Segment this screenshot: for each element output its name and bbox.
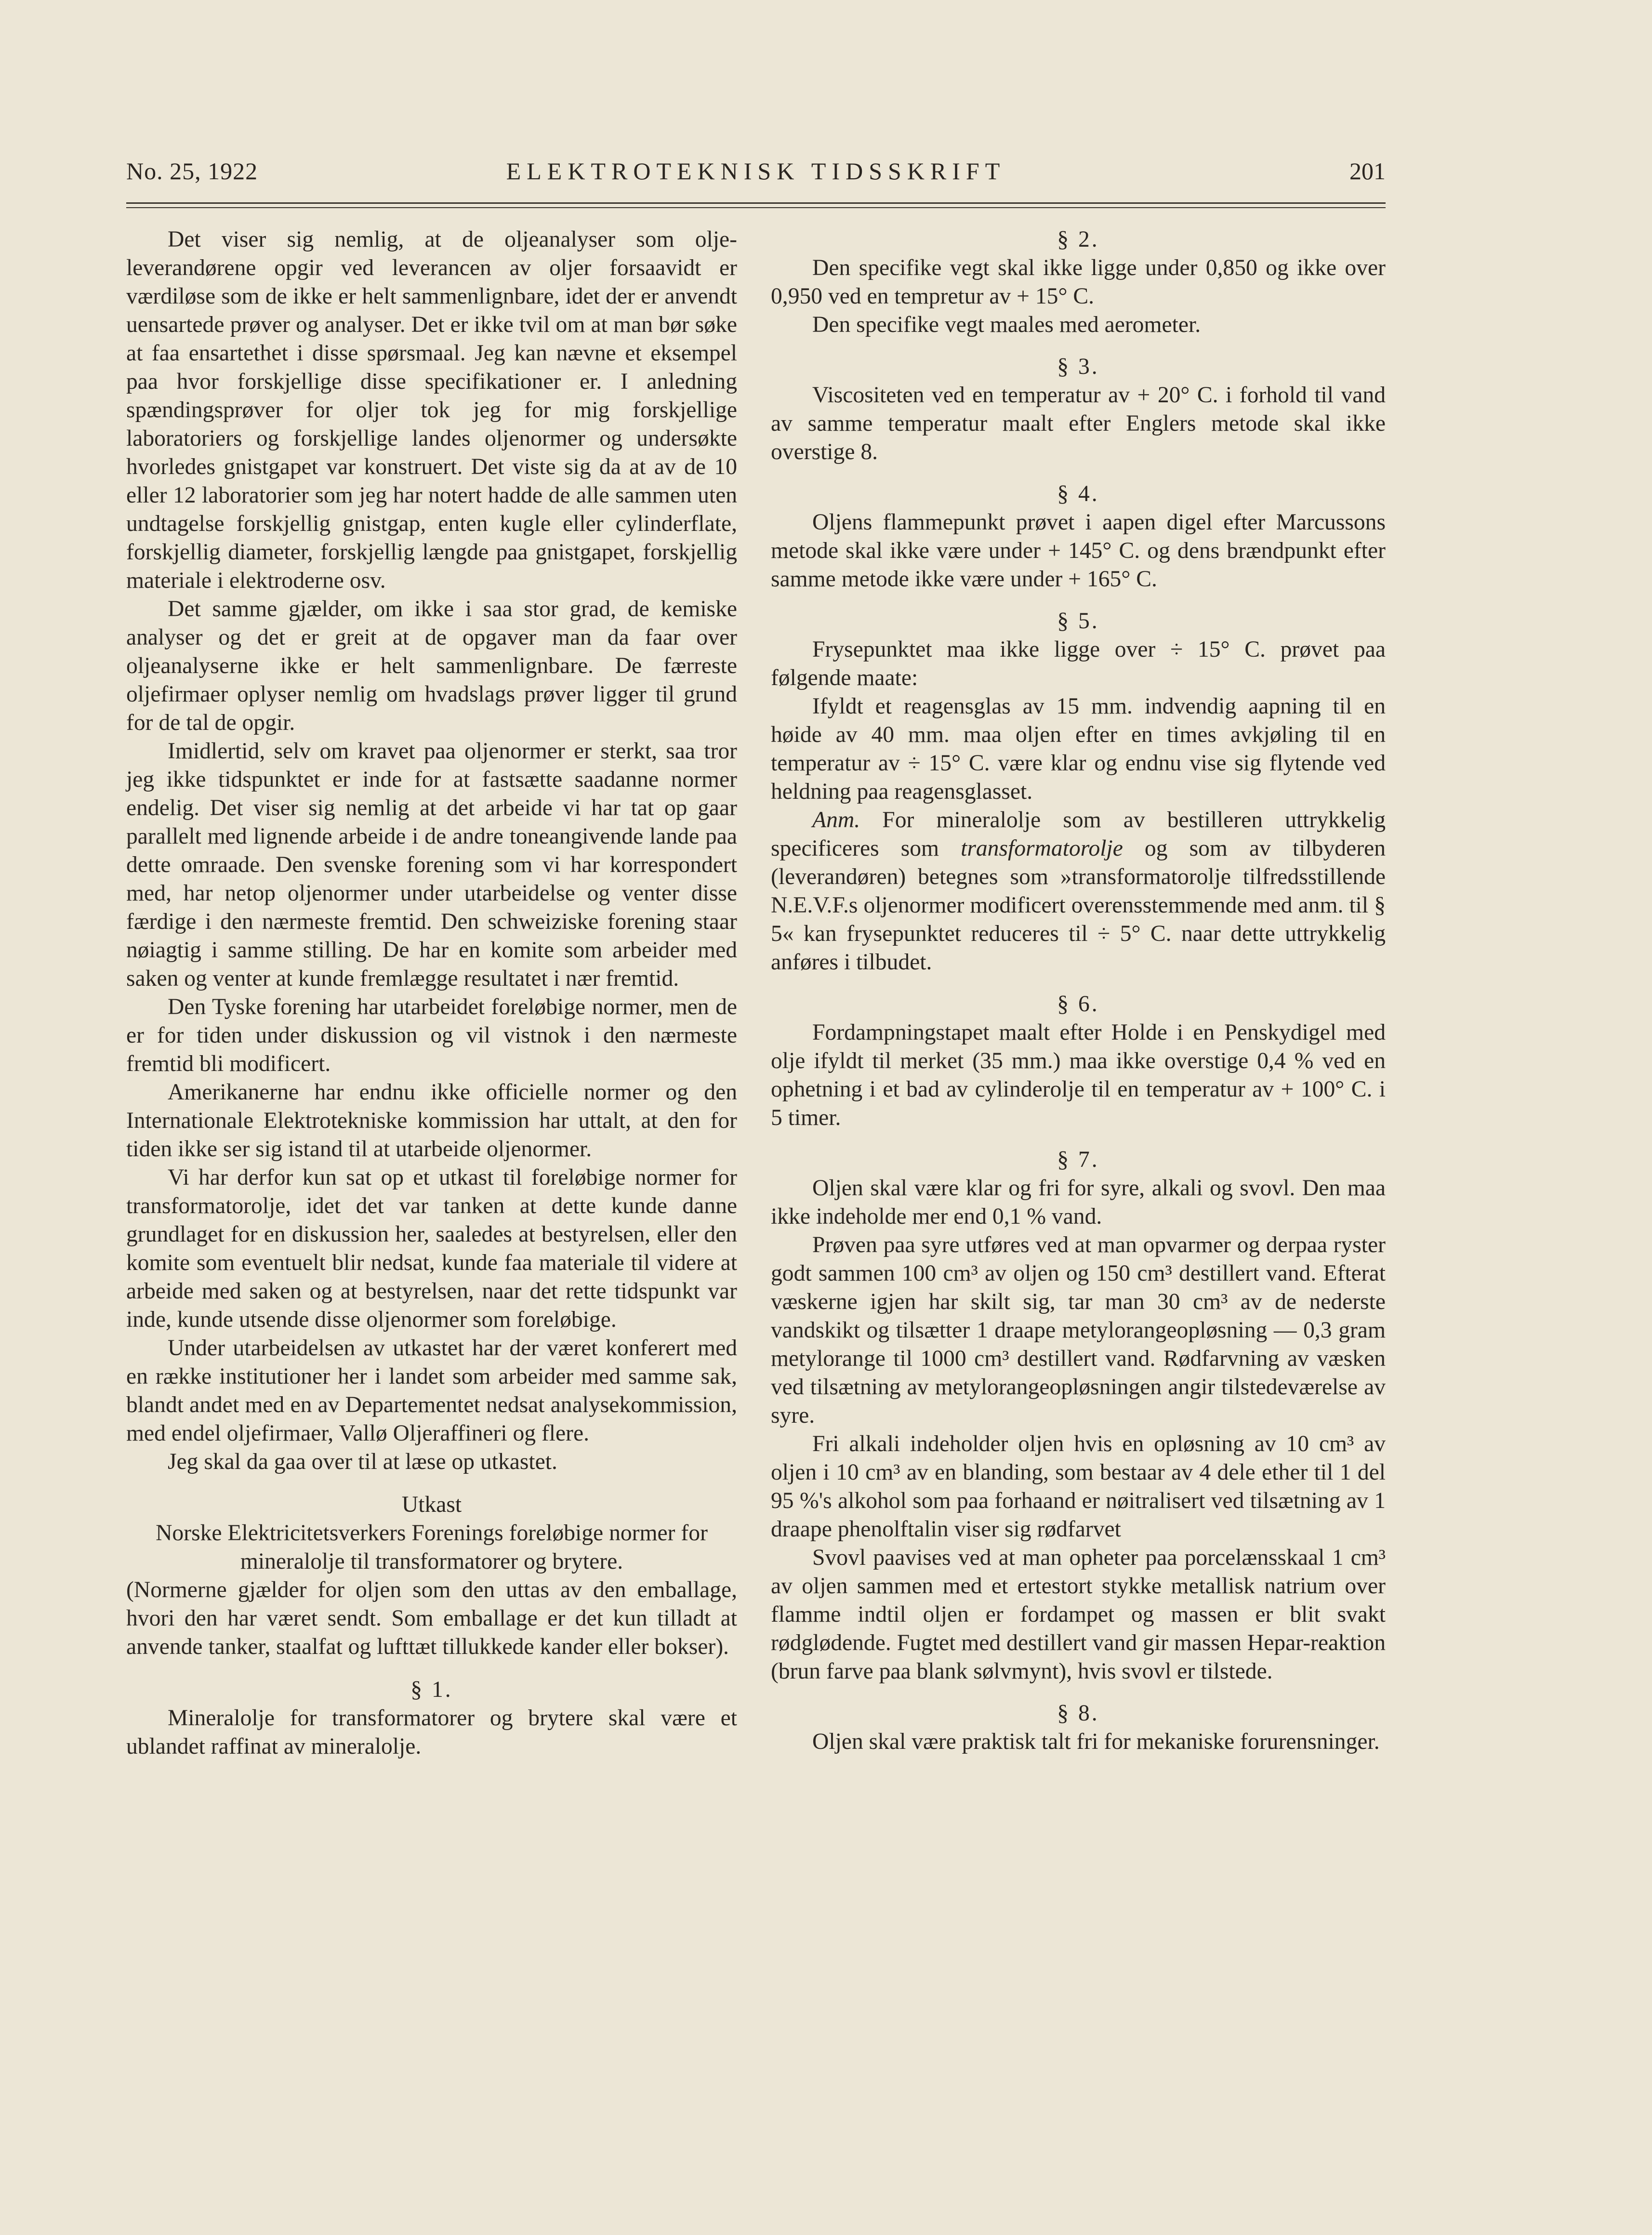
paragraph: Den Tyske forening har utarbeidet foreløbige normer, men de er for tiden under diskussion og vil vistnok i den nærmeste fremtid bli modificert. <box>126 994 737 1076</box>
utkast-subtitle: Norske Elektricitetsverkers Forenings foreløbige normer for mineralolje til transformatorer og brytere. <box>156 1521 708 1574</box>
journal-title: ELEKTROTEKNISK TIDSSKRIFT <box>506 158 1006 185</box>
annotation <box>771 806 1386 977</box>
anm-italic: transformatorolje <box>961 836 1123 861</box>
section-text: Den specifike vegt maales med aerometer. <box>812 312 1201 337</box>
section-text: Frysepunktet maa ikke ligge over ÷ 15° C. prøvet paa følgende maate: <box>771 637 1386 690</box>
issue-label: No. 25, 1922 <box>126 158 258 185</box>
section-heading: § 4. <box>1057 481 1099 506</box>
utkast-title: Utkast <box>401 1492 462 1517</box>
paragraph: Jeg skal da gaa over til at læse op utkastet. <box>168 1449 557 1474</box>
section-text: Fordampningstapet maalt efter Holde i en Penskydigel med olje ifyldt til merket (35 mm.) maa ikke overstige 0,4 % ved en ophetning i et bad av cylinderolje til en temperatur av + 100° C. i 5 timer. <box>771 1020 1386 1130</box>
paragraph: Imidlertid, selv om kravet paa oljenormer er sterkt, saa tror jeg ikke tidspunktet er inde for at fastsætte saadanne normer endelig. Det viser sig nemlig at det arbeide vi har tat op gaar parallelt med lignende arbeide i de andre toneangivende lande paa dette omraade. Den svenske forening som vi har korrespondert med, har netop oljenormer under utarbeidelse og venter disse færdige i den nærmeste fremtid. Den schweiziske forening staar nøiagtig i samme stilling. De har en komite som arbeider med saken og venter at kunde fremlægge resultatet i nær fremtid. <box>126 739 737 991</box>
section-text: Den specifike vegt skal ikke ligge under 0,850 og ikke over 0,950 ved en tempretur av + 15° C. <box>771 255 1386 309</box>
utkast-note: (Normerne gjælder for oljen som den uttas av den emballage, hvori den har været sendt. Som emballage er det kun tilladt at anvende tanker, staalfat og lufttæt tillukkede kander eller bokser). <box>126 1577 737 1659</box>
anm-text: For mineralolje som av bestilleren uttrykkelig specificeres som <box>771 807 1386 861</box>
section-text: Oljen skal være klar og fri for syre, alkali og svovl. Den maa ikke indeholde mer end 0,1 % vand. <box>771 1176 1386 1229</box>
section-text: Oljen skal være praktisk talt fri for mekaniske forurensninger. <box>812 1729 1380 1754</box>
section-text: Viscositeten ved en temperatur av + 20° C. i forhold til vand av samme temperatur maalt efter Englers metode skal ikke overstige 8. <box>771 383 1386 464</box>
header-rule-top <box>126 202 1386 204</box>
anm-text: og som av tilbyderen (leverandøren) betegnes som »transformatorolje tilfredsstillende N.E.V.F.s oljenormer modificert overensstemmende med anm. til § 5« kan frysepunktet reduceres til ÷ 5° C. naar dette uttrykkelig anføres i tilbudet. <box>771 836 1386 975</box>
section-heading: § 3. <box>1057 354 1099 379</box>
section-heading: § 6. <box>1057 992 1099 1017</box>
page-number: 201 <box>1349 158 1386 185</box>
paragraph: Vi har derfor kun sat op et utkast til foreløbige normer for transformatorolje, idet det var tanken at dette kunde danne grundlaget for en diskussion her, saaledes at bestyrelsen, eller den komite som eventuelt blir nedsat, kunde faa materiale til videre at arbeide med saken og at bestyrelsen, naar det rette tidspunkt var inde, kunde utsende disse oljenormer som foreløbige. <box>126 1165 737 1332</box>
left-column <box>126 225 737 1761</box>
section-text: Prøven paa syre utføres ved at man opvarmer og derpaa ryster godt sammen 100 cm³ av oljen og 150 cm³ destillert vand. Efterat væskerne igjen har skilt sig, tar man 30 cm³ av de nederste vandskikt og tilsætter 1 draape metylorangeopløsning — 0,3 gram metylorange til 1000 cm³ destillert vand. Rødfarvning av væsken ved tilsætning av metylorangeopløsningen angir tilstedeværelse av syre. <box>771 1232 1386 1428</box>
section-text: Ifyldt et reagensglas av 15 mm. indvendig aapning til en høide av 40 mm. maa oljen efter en times avkjøling til en temperatur av ÷ 15° C. være klar og endnu vise sig flytende ved heldning paa reagensglasset. <box>771 694 1386 804</box>
anm-label: Anm. <box>812 807 860 833</box>
paragraph: Det viser sig nemlig, at de oljeanalyser som olje-leverandørene opgir ved leverancen av oljer forsaavidt er værdiløse som de ikke er helt sammenlignbare, idet der er anvendt uensartede prøver og analyser. Det er ikke tvil om at man bør søke at faa ensartethet i disse spørsmaal. Jeg kan nævne et eksempel paa hvor forskjellige disse specifikationer er. I anledning spændingsprøver for oljer tok jeg for mig forskjellige laboratoriers og forskjellige landes oljenormer og undersøkte hvorledes gnistgapet var konstruert. Det viste sig da at av de 10 eller 12 laboratorier som jeg har notert hadde de alle sammen uten undtagelse forskjellig gnistgap, enten kugle eller cylinderflate, forskjellig diameter, forskjellig længde paa gnistgapet, forskjellig materiale i elektroderne osv. <box>126 227 737 593</box>
section-text: Svovl paavises ved at man opheter paa porcelænsskaal 1 cm³ av oljen sammen med et ertestort stykke metallisk natrium over flamme indtil oljen er fordampet og massen er blit svakt rødglødende. Fugtet med destillert vand gir massen Hepar-reaktion (brun farve paa blank sølvmynt), hvis svovl er tilstede. <box>771 1545 1386 1684</box>
section-text: Mineralolje for transformatorer og brytere skal være et ublandet raffinat av mineralolje. <box>126 1706 737 1759</box>
section-text: Oljens flammepunkt prøvet i aapen digel efter Marcussons metode skal ikke være under + 145° C. og dens brændpunkt efter samme metode ikke være under + 165° C. <box>771 510 1386 592</box>
section-text: Fri alkali indeholder oljen hvis en opløsning av 10 cm³ av oljen i 10 cm³ av en blanding, som bestaar av 4 dele ether til 1 del 95 %'s alkohol som paa forhaand er nøitralisert ved tilsætning av 1 draape phenolftalin viser sig rødfarvet <box>771 1431 1386 1542</box>
section-heading: § 7. <box>1057 1147 1099 1172</box>
paragraph: Under utarbeidelsen av utkastet har der været konferert med en række institutioner her i landet som arbeider med samme sak, blandt andet med en av Departementet nedsat analysekommission, med endel oljefirmaer, Vallø Oljeraffineri og flere. <box>126 1336 737 1446</box>
header-rule-bottom <box>126 207 1386 208</box>
section-heading: § 5. <box>1057 608 1099 634</box>
right-column <box>771 225 1386 1756</box>
section-heading: § 1. <box>410 1677 453 1702</box>
running-header <box>126 149 1386 193</box>
paragraph: Amerikanerne har endnu ikke officielle normer og den Internationale Elektrotekniske kommission har uttalt, at den for tiden ikke ser sig istand til at utarbeide oljenormer. <box>126 1080 737 1162</box>
paragraph: Det samme gjælder, om ikke i saa stor grad, de kemiske analyser og det er greit at de opgaver man da faar over oljeanalyserne ikke er helt sammenlignbare. De færreste oljefirmaer oplyser nemlig om hvadslags prøver ligger til grund for de tal de opgir. <box>126 596 737 735</box>
section-heading: § 2. <box>1057 227 1099 252</box>
section-heading: § 8. <box>1057 1701 1099 1726</box>
